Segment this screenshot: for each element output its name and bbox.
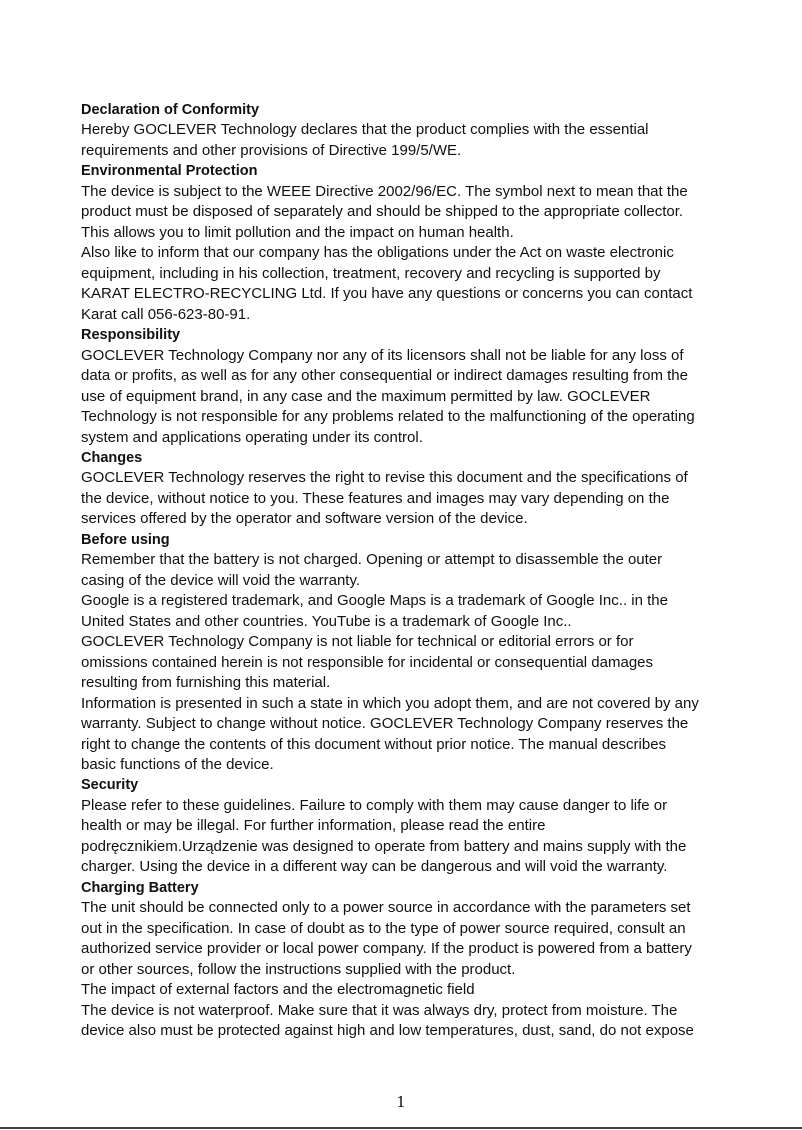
section-heading: Environmental Protection — [81, 163, 258, 180]
text-line: or other sources, follow the instructions supplied with the product. — [81, 960, 516, 978]
document-body — [81, 100, 741, 1042]
text-line: The impact of external factors and the electromagnetic field — [81, 981, 475, 999]
text-line: out in the specification. In case of doubt as to the type of power source required, consult an — [81, 919, 686, 937]
text-line: Please refer to these guidelines. Failure to comply with them may cause danger to life or — [81, 796, 668, 814]
text-line: charger. Using the device in a different way can be dangerous and will void the warranty. — [81, 858, 668, 876]
text-line: right to change the contents of this document without prior notice. The manual describes — [81, 735, 667, 753]
page-bottom-border — [0, 1127, 802, 1129]
text-line: services offered by the operator and software version of the device. — [81, 510, 528, 528]
text-line: resulting from furnishing this material. — [81, 674, 331, 692]
text-line: GOCLEVER Technology reserves the right to revise this document and the specifications of — [81, 469, 688, 487]
text-line: This allows you to limit pollution and the impact on human health. — [81, 223, 514, 241]
text-line: basic functions of the device. — [81, 756, 274, 773]
text-line: casing of the device will void the warranty. — [81, 571, 361, 589]
text-line: KARAT ELECTRO-RECYCLING Ltd. If you have any questions or concerns you can contact — [81, 285, 693, 303]
text-line: health or may be illegal. For further information, please read the entire — [81, 817, 546, 835]
text-line: Remember that the battery is not charged. Opening or attempt to disassemble the outer — [81, 551, 663, 569]
text-line: requirements and other provisions of Directive 199/5/WE. — [81, 141, 462, 159]
section-heading: Charging Battery — [81, 879, 199, 896]
section-heading: Before using — [81, 531, 170, 548]
section-heading: Security — [81, 777, 139, 794]
page-number: 1 — [396, 1093, 406, 1111]
text-line: GOCLEVER Technology Company nor any of its licensors shall not be liable for any loss of — [81, 346, 684, 364]
section-heading: Responsibility — [81, 327, 181, 344]
text-line: authorized service provider or local power company. If the product is powered from a battery — [81, 940, 692, 958]
text-line: Karat call 056-623-80-91. — [81, 305, 251, 323]
text-line: The unit should be connected only to a power source in accordance with the parameters set — [81, 899, 691, 917]
text-line: omissions contained herein is not responsible for incidental or consequential damages — [81, 653, 654, 671]
section-heading: Declaration of Conformity — [81, 102, 260, 118]
text-line: podręcznikiem.Urządzenie was designed to operate from battery and mains supply with the — [81, 837, 687, 855]
text-line: data or profits, as well as for any other consequential or indirect damages resulting from the — [81, 367, 688, 385]
text-line: United States and other countries. YouTube is a trademark of Google Inc.. — [81, 612, 572, 630]
text-line: use of equipment brand, in any case and the maximum permitted by law. GOCLEVER — [81, 387, 651, 405]
text-line: Google is a registered trademark, and Google Maps is a trademark of Google Inc.. in the — [81, 592, 668, 610]
text-line: GOCLEVER Technology Company is not liable for technical or editorial errors or for — [81, 633, 634, 651]
text-line: system and applications operating under its control. — [81, 428, 423, 446]
section-heading: Changes — [81, 449, 143, 466]
text-line: Also like to inform that our company has the obligations under the Act on waste electronic — [81, 244, 674, 262]
text-line: Technology is not responsible for any problems related to the malfunctioning of the operating — [81, 408, 695, 426]
text-line: The device is not waterproof. Make sure that it was always dry, protect from moisture. The — [81, 1001, 678, 1019]
text-line: Information is presented in such a state in which you adopt them, and are not covered by any — [81, 694, 699, 712]
text-line: The device is subject to the WEEE Directive 2002/96/EC. The symbol next to mean that the — [81, 182, 688, 200]
text-line: product must be disposed of separately and should be shipped to the appropriate collector. — [81, 203, 684, 221]
text-line: Hereby GOCLEVER Technology declares that the product complies with the essential — [81, 121, 649, 139]
text-line: the device, without notice to you. These features and images may vary depending on the — [81, 489, 670, 507]
text-line: equipment, including in his collection, treatment, recovery and recycling is supported by — [81, 264, 661, 282]
text-line: device also must be protected against high and low temperatures, dust, sand, do not expose — [81, 1022, 694, 1040]
text-line: warranty. Subject to change without notice. GOCLEVER Technology Company reserves the — [81, 715, 689, 733]
